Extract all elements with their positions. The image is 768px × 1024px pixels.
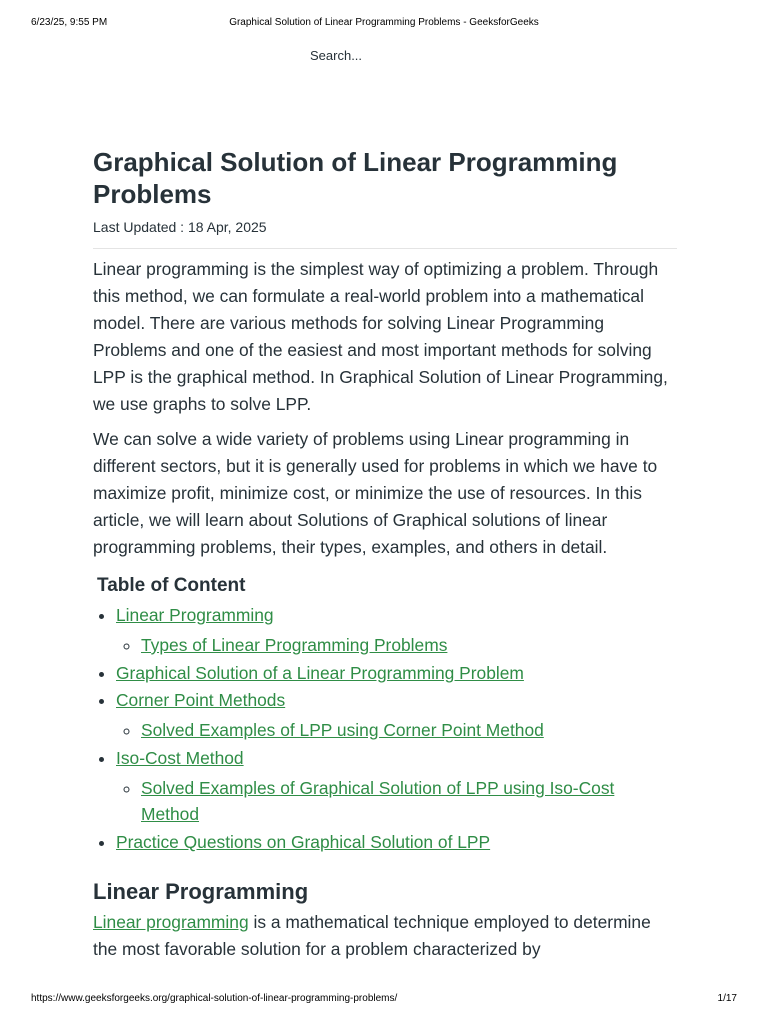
- table-of-contents: [93, 602, 677, 855]
- toc-item: [116, 660, 677, 686]
- print-datetime: 6/23/25, 9:55 PM: [31, 17, 108, 28]
- toc-link-iso-cost-examples[interactable]: Solved Examples of Graphical Solution of LPP using Iso-Cost Method: [141, 778, 615, 824]
- toc-link-graphical-solution[interactable]: Graphical Solution of a Linear Programming Problem: [116, 663, 524, 683]
- toc-title: Table of Content: [97, 575, 246, 596]
- print-url: https://www.geeksforgeeks.org/graphical-solution-of-linear-programming-problems/: [31, 993, 398, 1004]
- print-footer: [31, 993, 737, 1007]
- toc-link-corner-point-examples[interactable]: Solved Examples of LPP using Corner Point Method: [141, 720, 544, 740]
- toc-item: [116, 602, 677, 658]
- divider: [93, 248, 677, 249]
- toc-link-types-of-lpp[interactable]: Types of Linear Programming Problems: [141, 635, 448, 655]
- toc-subitem: [141, 775, 677, 827]
- toc-link-practice-questions[interactable]: Practice Questions on Graphical Solution of LPP: [116, 832, 491, 852]
- toc-item: [116, 687, 677, 743]
- article: [93, 146, 677, 971]
- section-paragraph: [93, 909, 677, 963]
- page-number: 1/17: [717, 993, 737, 1004]
- toc-link-iso-cost-method[interactable]: Iso-Cost Method: [116, 748, 244, 768]
- print-header: [31, 17, 737, 31]
- toc-link-corner-point-methods[interactable]: Corner Point Methods: [116, 690, 286, 710]
- search-input[interactable]: Search...: [310, 48, 363, 63]
- section-text: is a mathematical technique employed to determine the most favorable solution for a problem characterized by: [93, 912, 651, 959]
- intro-paragraph-2: We can solve a wide variety of problems using Linear programming in different sectors, but it is generally used for problems in which we have to maximize profit, minimize cost, or minimize the use of resources. In this article, we will learn about Solutions of Graphical solutions of linear programming problems, their types, examples, and others in detail.: [93, 429, 658, 557]
- page-title: Graphical Solution of Linear Programming Problems: [93, 147, 618, 209]
- intro-paragraph-1: Linear programming is the simplest way of optimizing a problem. Through this method, we can formulate a real-world problem into a mathematical model. There are various methods for solving Linear Programming Problems and one of the easiest and most important methods for solving LPP is the graphical method. In Graphical Solution of Linear Programming, we use graphs to solve LPP.: [93, 259, 668, 414]
- inline-link-linear-programming[interactable]: Linear programming: [93, 912, 249, 932]
- section-heading: Linear Programming: [93, 879, 309, 904]
- last-updated: Last Updated : 18 Apr, 2025: [93, 219, 267, 235]
- toc-link-linear-programming[interactable]: Linear Programming: [116, 605, 274, 625]
- toc-item: [116, 745, 677, 827]
- toc-item: [116, 829, 677, 855]
- toc-subitem: [141, 717, 677, 743]
- print-doc-title: Graphical Solution of Linear Programming Problems - GeeksforGeeks: [229, 17, 539, 28]
- toc-subitem: [141, 632, 677, 658]
